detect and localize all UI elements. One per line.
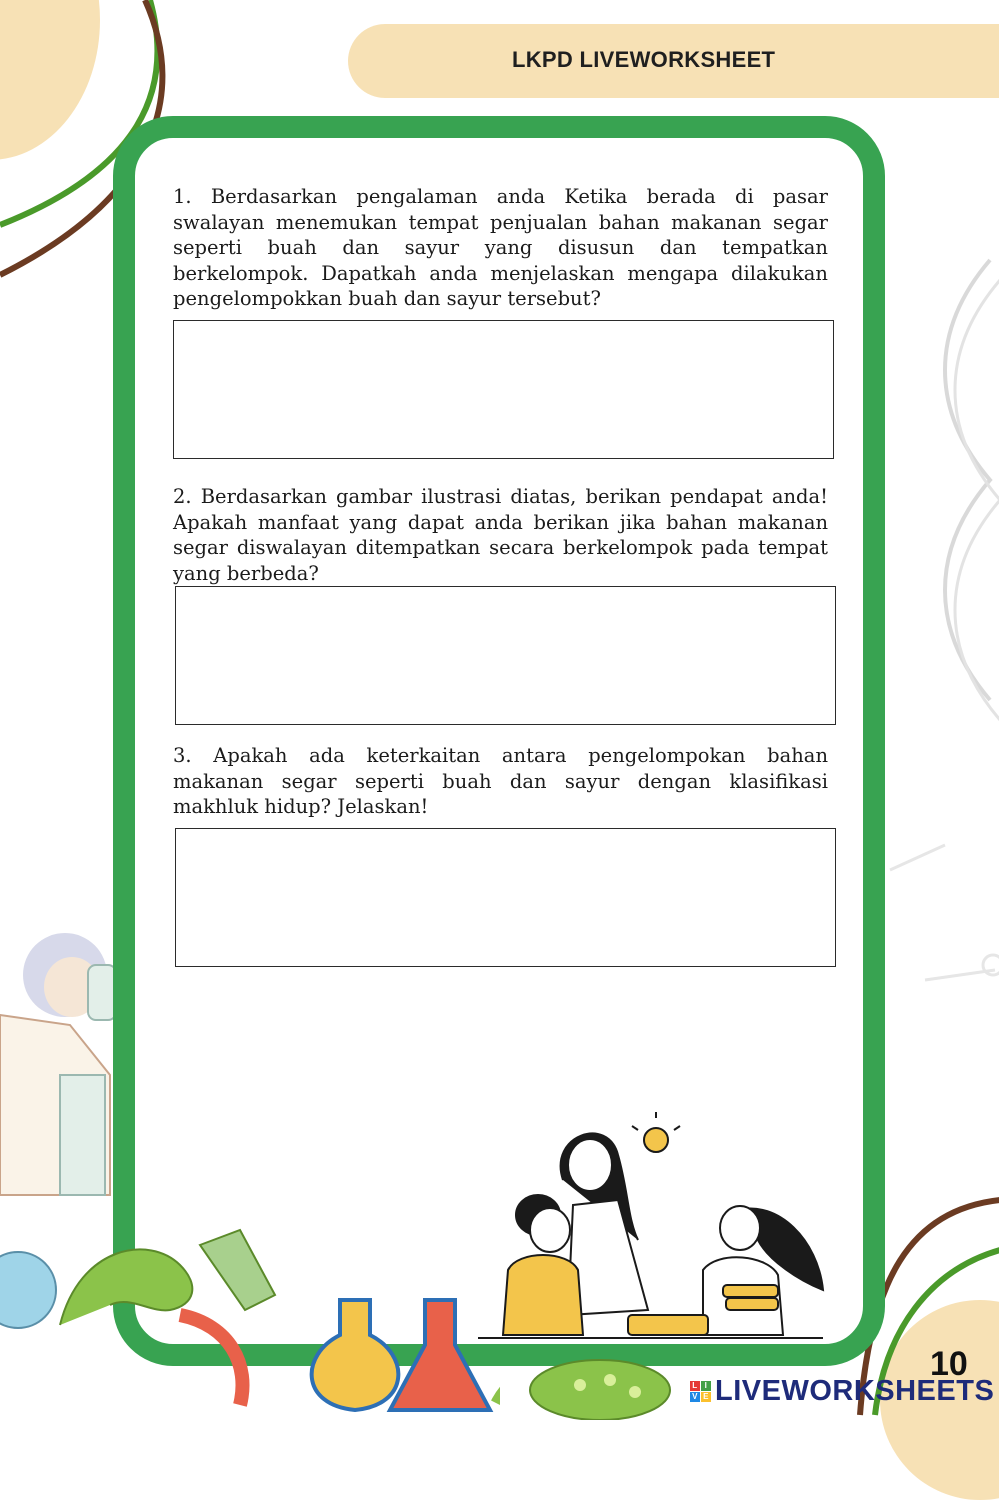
scientist-illustration [0, 925, 120, 1245]
decorative-dna-icon [930, 250, 999, 770]
students-illustration [478, 1110, 838, 1350]
lab-equipment-illustration [0, 1205, 500, 1415]
bacteria-illustration [510, 1330, 710, 1420]
page-title: LKPD LIVEWORKSHEET [512, 47, 776, 72]
brand-name: LIVEWORKSHEETS [715, 1375, 995, 1407]
answer-box-2[interactable] [175, 586, 836, 725]
liveworksheets-icon: L I V E [690, 1381, 711, 1402]
question-2-text: 2. Berdasarkan gambar ilustrasi diatas, berikan pendapat anda! Apakah manfaat yang dapat anda berikan jika bahan makanan segar diswalayan ditempatkan secara berkelompok pada tempat yang berbeda? [173, 485, 828, 585]
liveworksheets-logo[interactable] [690, 1375, 994, 1408]
question-1-text: 1. Berdasarkan pengalaman anda Ketika berada di pasar swalayan menemukan tempat penjualan bahan makanan segar seperti buah dan sayur yang disusun dan tempatkan berkelompok. Dapatkah anda menjelaskan mengapa dilakukan pengelompokkan buah dan sayur tersebut? [173, 185, 828, 310]
question-3-text: 3. Apakah ada keterkaitan antara pengelompokan bahan makanan segar seperti buah dan sayur dengan klasifikasi makhluk hidup? Jelaskan! [173, 744, 828, 818]
decorative-molecule-icon [885, 830, 999, 990]
page-number: 10 [930, 1345, 968, 1383]
answer-box-1[interactable] [173, 320, 834, 459]
answer-box-3[interactable] [175, 828, 836, 967]
